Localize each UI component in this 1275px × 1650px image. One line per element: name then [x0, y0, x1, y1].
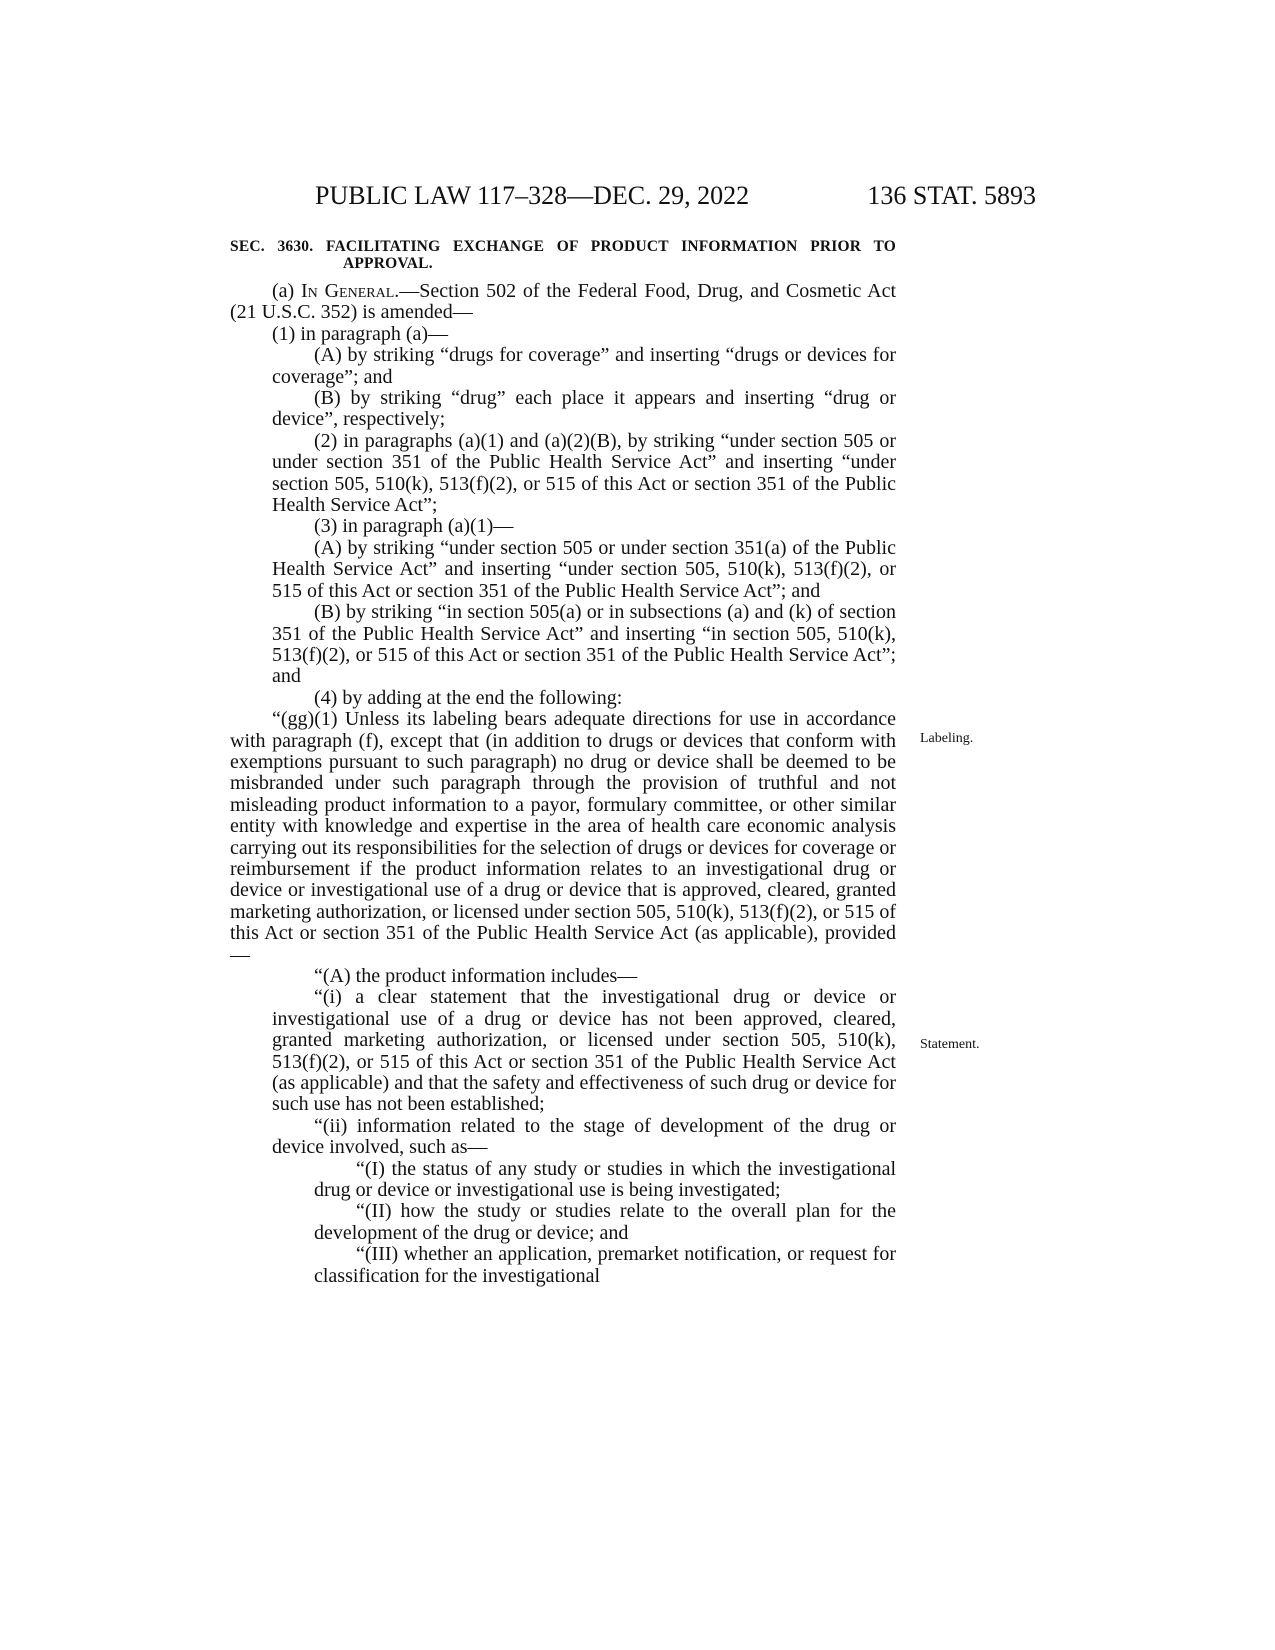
paragraph-3: (3) in paragraph (a)(1)— — [314, 515, 514, 538]
running-header — [230, 176, 1036, 216]
paragraph-gg-A-ii-I: “(I) the status of any study or studies in which the investigational drug or device or investigational use is being investigated; — [314, 1157, 896, 1202]
header-public-law: PUBLIC LAW 117–328—DEC. 29, 2022 — [315, 181, 750, 210]
paragraph-1: (1) in paragraph (a)— — [272, 322, 449, 345]
subsection-a-text: .—Section 502 of the Federal Food, Drug, and Cosmetic Act (21 U.S.C. 352) is amended— — [230, 280, 897, 324]
paragraph-gg-A-ii-III: “(III) whether an application, premarket notification, or request for classification for the investigational — [314, 1243, 896, 1287]
subsection-a-label: (a) — [272, 280, 302, 302]
margin-note-labeling: Labeling. — [920, 731, 974, 746]
subsection-a-heading: In General — [301, 280, 395, 302]
paragraph-1-A: (A) by striking “drugs for coverage” and inserting “drugs or devices for coverage”; and — [272, 344, 896, 388]
paragraph-gg-A-ii-II: “(II) how the study or studies relate to the overall plan for the development of the drug or device; and — [314, 1200, 896, 1244]
margin-note-statement: Statement. — [920, 1037, 980, 1052]
section-heading: SEC. 3630. FACILITATING EXCHANGE OF PRODUCT INFORMATION PRIOR TO APPROVAL. — [230, 238, 896, 272]
paragraph-3-B: (B) by striking “in section 505(a) or in subsections (a) and (k) of section 351 of the Public Health Service Act” and inserting “in section 505, 510(k), 513(f)(2), or 515 of this Act or section 351 of the Public Health Service Act”; and — [272, 601, 896, 688]
paragraph-gg-A-i: “(i) a clear statement that the investigational drug or device or investigational use of a drug or device has not been approved, cleared, granted marketing authorization, or licensed under section 505, 510(k), 513(f)(2), or 515 of this Act or section 351 of the Public Health Service Act (as applicable) and that the safety and effectiveness of such drug or device for such use has not been established; — [272, 986, 896, 1116]
paragraph-gg-A: “(A) the product information includes— — [314, 965, 638, 987]
paragraph-gg-A-ii: “(ii) information related to the stage of development of the drug or device involved, such as— — [272, 1114, 896, 1159]
paragraph-3-A: (A) by striking “under section 505 or under section 351(a) of the Public Health Service Act” and inserting “under section 505, 510(k), 513(f)(2), or 515 of this Act or section 351 of the Public Health Service Act”; and — [272, 536, 896, 602]
paragraph-2: (2) in paragraphs (a)(1) and (a)(2)(B), by striking “under section 505 or under section 351 of the Public Health Service Act” and inserting “under section 505, 510(k), 513(f)(2), or 515 of this Act or section 351 of the Public Health Service Act”; — [272, 429, 896, 517]
paragraph-4: (4) by adding at the end the following: — [314, 686, 623, 709]
document-body — [230, 238, 896, 1287]
header-stat-page: 136 STAT. 5893 — [867, 181, 1036, 210]
paragraph-gg: “(gg)(1) Unless its labeling bears adequate directions for use in accordance with paragraph (f), except that (in addition to drugs or devices that conform with exemptions pursuant to such paragraph) no drug or device shall be deemed to be misbranded under such paragraph through the provision of truthful and not misleading product information to a payor, formulary committee, or other similar entity with knowledge and expertise in the area of health care economic analysis carrying out its responsibilities for the selection of drugs or devices for coverage or reimbursement if the product information relates to an investigational drug or device or investigational use of a drug or device that is approved, cleared, granted marketing authorization, or licensed under section 505, 510(k), 513(f)(2), or 515 of this Act or section 351 of the Public Health Service Act (as applicable), provided— — [230, 708, 896, 966]
subsection-a — [230, 281, 896, 324]
paragraph-1-B: (B) by striking “drug” each place it appears and inserting “drug or device”, respectively; — [272, 387, 896, 431]
